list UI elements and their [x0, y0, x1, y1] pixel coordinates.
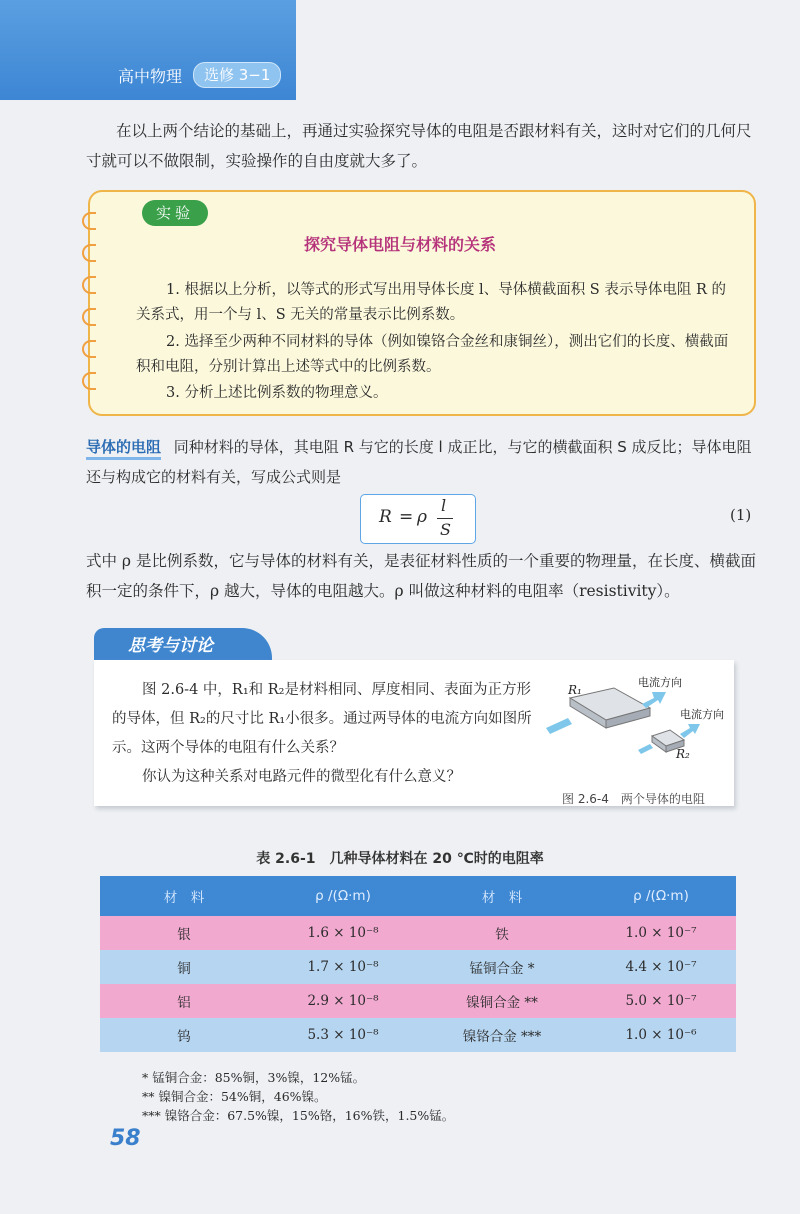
formula-lhs: R — [379, 507, 392, 527]
fig-current-label-1: 电流方向 — [638, 676, 682, 689]
intro-paragraph: 在以上两个结论的基础上，再通过实验探究导体的电阻是否跟材料有关，这时对它们的几何尺寸就可以不做限制，实验操作的自由度就大多了。 — [86, 122, 752, 170]
resistance-formula — [360, 494, 476, 544]
current-arrow-out-1 — [642, 692, 666, 708]
table-cell: 5.3 × 10⁻⁸ — [307, 1027, 379, 1043]
table-cell: 铜 — [177, 961, 191, 977]
table-cell: 5.0 × 10⁻⁷ — [625, 993, 697, 1009]
current-arrow-out-2 — [680, 724, 700, 738]
table-cell: 镍铜合金 ** — [466, 995, 538, 1011]
formula-rho: ρ — [417, 507, 427, 527]
discussion-label: 思考与讨论 — [94, 628, 272, 664]
footnote: ** 镍铜合金：54%铜，46%镍。 — [142, 1089, 327, 1104]
footnote: * 锰铜合金：85%铜，3%镍，12%锰。 — [142, 1070, 366, 1085]
discussion-question: 图 2.6-4 中，R₁和 R₂是材料相同、厚度相同、表面为正方形的导体，但 R₂的尺寸比 R₁小很多。通过两导体的电流方向如图所示。这两个导体的电阻有什么关系？ — [112, 682, 532, 756]
table-cell: 2.9 × 10⁻⁸ — [307, 993, 379, 1009]
header-resistivity-1: ρ /(Ω·m) — [315, 888, 371, 904]
current-arrow-in-2 — [638, 744, 653, 754]
fraction-bar — [437, 518, 453, 519]
table-cell: 铝 — [177, 995, 191, 1011]
discussion-followup: 你认为这种关系对电路元件的微型化有什么意义？ — [142, 769, 461, 785]
experiment-step-3: 3. 分析上述比例系数的物理意义。 — [166, 385, 388, 401]
page-number: 58 — [110, 1126, 141, 1151]
conductors-figure — [542, 670, 732, 790]
table-row — [100, 1018, 736, 1052]
table-cell: 锰铜合金 * — [469, 961, 535, 977]
table-cell: 银 — [177, 927, 191, 943]
header-material-1: 材 料 — [163, 890, 205, 906]
resistivity-table — [100, 876, 736, 1052]
table-cell: 1.6 × 10⁻⁸ — [307, 925, 379, 941]
definition-paragraph — [86, 432, 762, 492]
table-cell: 1.0 × 10⁻⁷ — [625, 925, 697, 941]
header-resistivity-2: ρ /(Ω·m) — [633, 888, 689, 904]
table-row — [100, 916, 736, 950]
footnote: *** 镍铬合金：67.5%镍，15%铬，16%铁，1.5%锰。 — [142, 1108, 455, 1123]
book-title: 高中物理 — [118, 67, 183, 86]
table-cell: 镍铬合金 *** — [462, 1029, 542, 1045]
volume-tag: 选修 3−1 — [193, 62, 281, 88]
formula-denominator: S — [440, 520, 451, 539]
experiment-label: 实验 — [142, 200, 208, 226]
table-cell: 1.7 × 10⁻⁸ — [307, 959, 379, 975]
explain-paragraph: 式中 ρ 是比例系数，它与导体的材料有关，是表征材料性质的一个重要的物理量，在长度、横截面积一定的条件下，ρ 越大，导体的电阻越大。ρ 叫做这种材料的电阻率（resistivity）。 — [86, 552, 756, 600]
table-cell: 1.0 × 10⁻⁶ — [625, 1027, 697, 1043]
fig-current-label-2: 电流方向 — [680, 708, 724, 721]
experiment-title: 探究导体电阻与材料的关系 — [303, 235, 496, 254]
table-footnotes — [142, 1068, 454, 1125]
formula-equals: = — [399, 507, 414, 527]
table-cell: 铁 — [495, 927, 509, 943]
table-row — [100, 950, 736, 984]
definition-text: 同种材料的导体，其电阻 R 与它的长度 l 成正比，与它的横截面积 S 成反比；导体电阻还与构成它的材料有关，写成公式则是 — [86, 438, 752, 486]
formula-numerator: l — [441, 496, 447, 515]
table-cell: 钨 — [177, 1029, 191, 1045]
header-material-2: 材 料 — [481, 890, 523, 906]
fig-label-r2: R₂ — [676, 747, 690, 761]
fig-label-r1: R₁ — [568, 683, 582, 697]
figure-caption: 图 2.6-4 两个导体的电阻 — [562, 792, 705, 806]
table-title: 表 2.6-1 几种导体材料在 20 ℃时的电阻率 — [256, 851, 544, 867]
current-arrow-in-1 — [546, 718, 572, 734]
table-cell: 4.4 × 10⁻⁷ — [625, 959, 697, 975]
experiment-step-2: 2. 选择至少两种不同材料的导体（例如镍铬合金丝和康铜丝），测出它们的长度、横截面积和电阻，分别计算出上述等式中的比例系数。 — [136, 334, 729, 375]
formula-number: (1) — [730, 506, 752, 524]
table-row — [100, 984, 736, 1018]
definition-term: 导体的电阻 — [86, 438, 161, 460]
table-header-row — [100, 876, 736, 916]
experiment-step-1: 1. 根据以上分析，以等式的形式写出用导体长度 l、导体横截面积 S 表示导体电阻 R 的关系式，用一个与 l、S 无关的常量表示比例系数。 — [136, 282, 726, 323]
